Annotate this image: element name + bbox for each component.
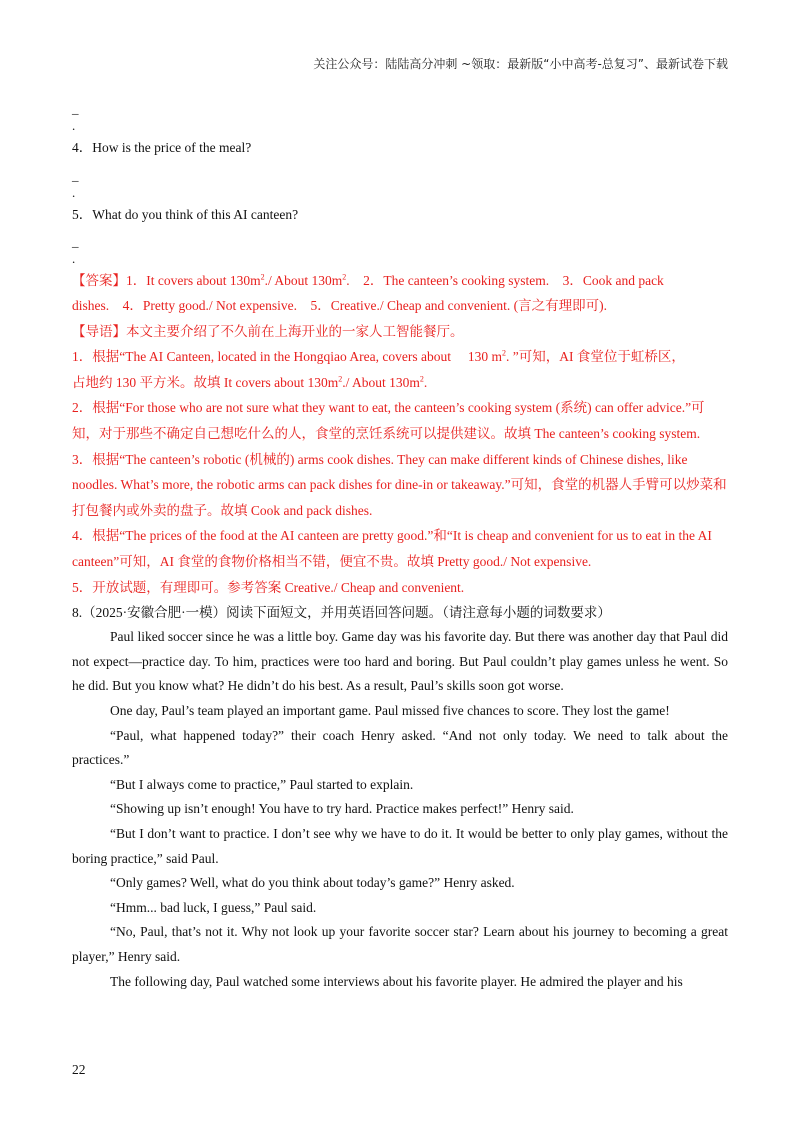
passage-paragraph: “Showing up isn’t enough! You have to try hard. Practice makes perfect!” Henry said.: [110, 801, 574, 817]
page-number: 22: [72, 1062, 86, 1077]
passage-paragraph: “Paul, what happened today?” their coach Henry asked. “And not only today. We need to talk about the practices.”: [72, 727, 728, 768]
answer-blank: _: [72, 234, 79, 250]
answer-blank-end: .: [72, 184, 76, 200]
guide-block: [72, 319, 728, 345]
page-header: 关注公众号：陆陆高分冲刺 ~领取：最新版“小中高考-总复习”、最新试卷下载: [313, 57, 728, 71]
question-5: 5．What do you think of this AI canteen?: [72, 206, 299, 222]
passage-paragraph: Paul liked soccer since he was a little boy. Game day was his favorite day. But there was another day that Paul did not expect—practice day. To him, practices were too hard and boring. But Paul couldn’t play games unless he went. So he did. But you know what? He didn’t do his best. As a result, Paul’s skills soon got worse.: [72, 629, 728, 694]
passage-paragraph: “Only games? Well, what do you think about today’s game?” Henry asked.: [110, 875, 515, 891]
answer-blank-end: .: [72, 251, 76, 267]
explanation-5: 5．开放试题，有理即可。参考答案 Creative./ Cheap and convenient.: [72, 579, 465, 595]
answer-blank: _: [72, 101, 79, 116]
answer-block: [72, 268, 728, 319]
guide-label: 【导语】: [72, 323, 126, 339]
answer-label: 【答案】: [72, 272, 126, 288]
passage-paragraph: “Hmm... bad luck, I guess,” Paul said.: [110, 899, 317, 915]
answer-blank-end: .: [72, 118, 76, 134]
answer-blank: _: [72, 167, 79, 183]
passage-paragraph: “No, Paul, that’s not it. Why not look up your favorite soccer star? Learn about his journey to becoming a great player,” Henry said.: [72, 924, 728, 964]
passage-paragraph: The following day, Paul watched some interviews about his favorite player. He admired the player and his: [110, 973, 683, 989]
guide-text: 本文主要介绍了不久前在上海开业的一家人工智能餐厅。: [126, 323, 464, 339]
answer-line-2: dishes. 4．Pretty good./ Not expensive. 5．Creative./ Cheap and convenient. (言之有理即可).: [72, 298, 608, 314]
page-content: [72, 96, 728, 994]
explanation-1: 1．根据“The AI Canteen, located in the Hongqiao Area, covers about 130 $m^2$. ”可知，AI 食堂位于虹桥区， 占地约 130 平方米。故填 It covers about $130m^2./$ About $130m^2$.: [72, 348, 685, 390]
passage-paragraph: One day, Paul’s team played an important game. Paul missed five chances to score. They lost the game!: [110, 703, 670, 718]
question-4: 4．How is the price of the meal?: [72, 140, 252, 156]
answer-line-1: 【答案】1．It covers about $130m^2./$ About $130m^2$. 2．The canteen’s cooking system. 3．Cook and pack: [72, 272, 664, 288]
explanation-3: 3．根据“The canteen’s robotic (机械的) arms cook dishes. They can make different kinds of Chinese dishes, like noodles. What’s more, the robotic arms can pack dishes for dine-in or takeaway.”可知，食堂的机器人手臂可以炒菜和打包餐内或外卖的盘子。故填 Cook and pack dishes.: [72, 451, 727, 518]
passage-paragraph: “But I always come to practice,” Paul started to explain.: [110, 776, 414, 792]
passage-heading: 8.（2025·安徽合肥·一模）阅读下面短文，并用英语回答问题。（请注意每小题的词数要求）: [72, 605, 611, 621]
passage-paragraph: “But I don’t want to practice. I don’t see why we have to do it. It would be better to only play games, without the boring practice,” said Paul.: [72, 825, 728, 866]
explanation-4: 4．根据“The prices of the food at the AI canteen are pretty good.”和“It is cheap and convenient for us to eat in the AI canteen”可知，AI 食堂的食物价格相当不错，便宜不贵。故填 Pretty good./ Not expensive.: [72, 528, 712, 570]
explanation-2: 2．根据“For those who are not sure what they want to eat, the canteen’s cooking system (系统) can offer advice.”可知，对于那些不确定自己想吃什么的人，食堂的烹饪系统可以提供建议。故填 The canteen’s cooking system.: [72, 400, 705, 442]
